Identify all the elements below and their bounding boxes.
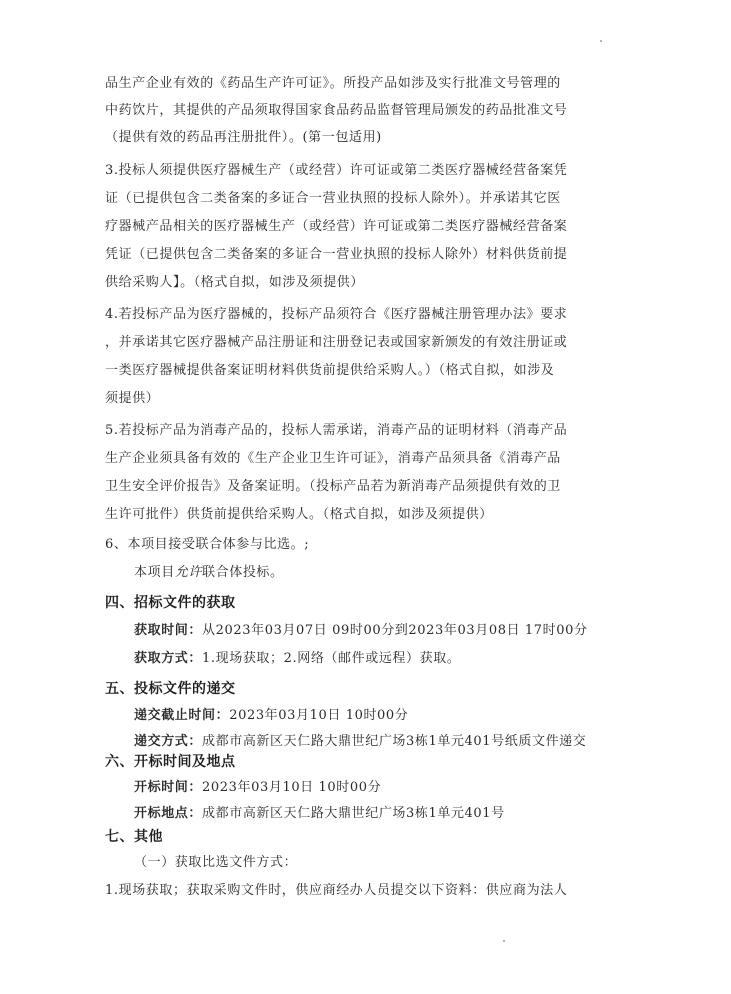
paragraph-line: 中药饮片，其提供的产品须取得国家食品药品监督管理局颁发的药品批准文号 — [105, 103, 568, 118]
list-item-4-line: 4.若投标产品为医疗器械的，投标产品须符合《医疗器械注册管理办法》要求 — [105, 307, 568, 322]
list-item-3-line: 疗器械产品相关的医疗器械生产（或经营）许可证或第二类医疗器械经营备案 — [105, 219, 568, 234]
submit-method-label: 递交方式： — [134, 734, 203, 749]
opening-time-label: 开标时间： — [134, 780, 203, 795]
acquire-method-row — [134, 651, 460, 667]
acquire-method-value: 1.现场获取；2.网络（邮件或远程）获取。 — [202, 651, 461, 666]
acquire-method-label: 获取方式： — [134, 651, 203, 666]
list-item-4-line: 须提供） — [105, 391, 160, 406]
opening-time-value: 2023年03月10日 10时00分 — [202, 780, 382, 795]
scan-speck — [503, 940, 505, 942]
list-item-5-line: 5.若投标产品为消毒产品的，投标人需承诺，消毒产品的证明材料（消毒产品 — [105, 423, 568, 438]
section-heading-5: 五、投标文件的递交 — [105, 681, 236, 697]
submit-method-row — [134, 734, 586, 750]
list-item-5-line: 生许可批件）供货前提供给采购人。（格式自拟，如涉及须提供） — [105, 507, 493, 522]
acquire-time-row — [134, 623, 588, 639]
acquire-time-value: 从2023年03月07日 09时00分到2023年03月08日 17时00分 — [202, 623, 588, 638]
submit-deadline-label: 递交截止时间： — [134, 708, 230, 723]
other-item-1: 1.现场获取；获取采购文件时，供应商经办人员提交以下资料：供应商为法人 — [105, 883, 568, 898]
submit-deadline-row — [134, 708, 408, 724]
list-item-4-line: 一类医疗器械提供备案证明材料供货前提供给采购人。）（格式自拟，如涉及 — [105, 363, 555, 378]
subsection-1: （一）获取比选文件方式： — [134, 855, 298, 870]
opening-place-value: 成都市高新区天仁路大鼎世纪广场3栋1单元401号 — [202, 806, 505, 821]
list-item-3-line: 证（已提供包含二类备案的多证合一营业执照的投标人除外）。并承诺其它医 — [105, 191, 561, 206]
list-item-5-line: 卫生安全评价报告》及备案证明。（投标产品若为新消毒产品须提供有效的卫 — [105, 479, 561, 494]
consortium-pre: 本项目 — [134, 565, 175, 580]
list-item-3-line: 3.投标人须提供医疗器械生产（或经营）许可证或第二类医疗器械经营备案凭 — [105, 163, 568, 178]
section-heading-4: 四、招标文件的获取 — [105, 595, 236, 611]
paragraph-line: （提供有效的药品再注册批件）。(第一包适用) — [105, 130, 382, 145]
scan-speck — [600, 40, 602, 42]
opening-place-row — [134, 806, 505, 822]
submit-deadline-value: 2023年03月10日 10时00分 — [229, 708, 409, 723]
consortium-statement — [134, 565, 284, 581]
consortium-post: 联合体投标。 — [202, 565, 284, 580]
consortium-allowed: 允许 — [174, 565, 203, 580]
submit-method-value: 成都市高新区天仁路大鼎世纪广场3栋1单元401号纸质文件递交 — [202, 734, 587, 749]
paragraph-line: 品生产企业有效的《药品生产许可证》。所投产品如涉及实行批准文号管理的 — [105, 76, 561, 91]
section-heading-7: 七、其他 — [105, 829, 163, 845]
list-item-4-line: ，并承诺其它医疗器械产品注册证和注册登记表或国家新颁发的有效注册证或 — [105, 335, 568, 350]
list-item-6: 6、本项目接受联合体参与比选。; — [105, 537, 310, 552]
list-item-5-line: 生产企业须具备有效的《生产企业卫生许可证》，消毒产品须具备《消毒产品 — [105, 451, 561, 466]
opening-time-row — [134, 780, 381, 796]
section-heading-6: 六、开标时间及地点 — [105, 754, 236, 770]
acquire-time-label: 获取时间： — [134, 623, 203, 638]
list-item-3-line: 供给采购人】。（格式自拟，如涉及须提供） — [105, 275, 365, 290]
opening-place-label: 开标地点： — [134, 806, 203, 821]
list-item-3-line: 凭证（已提供包含二类备案的多证合一营业执照的投标人除外）材料供货前提 — [105, 247, 568, 262]
